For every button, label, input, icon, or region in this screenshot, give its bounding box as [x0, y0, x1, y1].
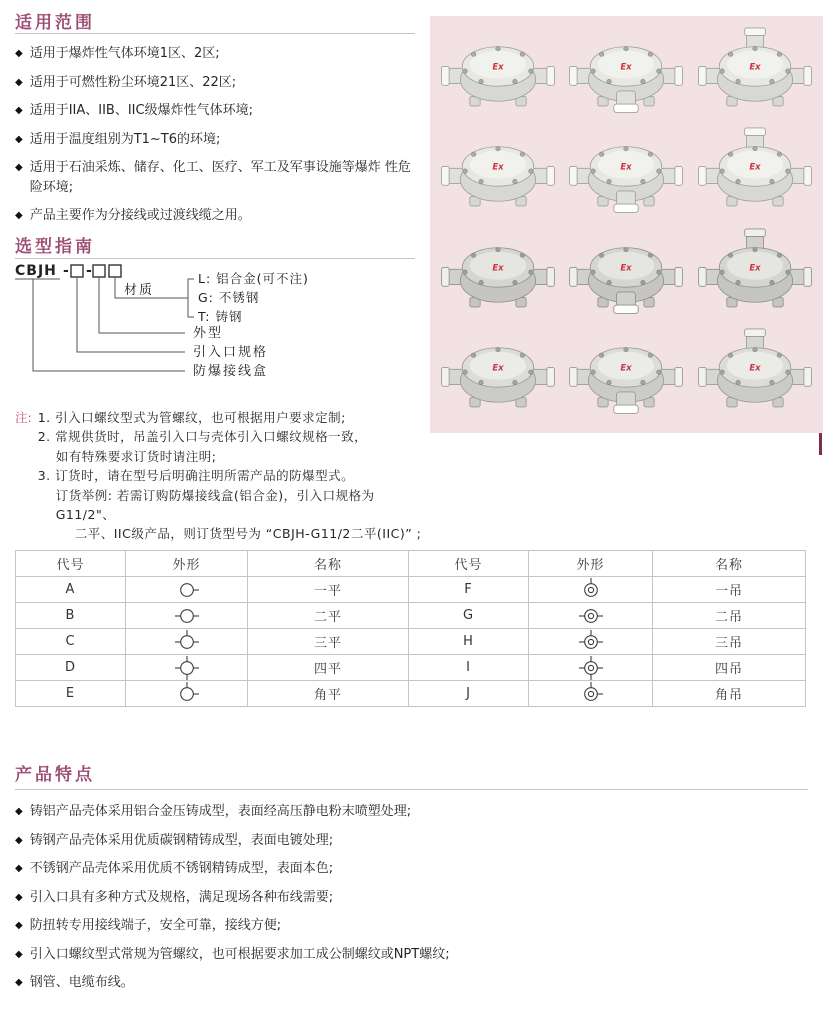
table-header-cell: 代号	[409, 551, 529, 577]
note-line: 二平、IIC级产品，则订货型号为 “CBJH-G11/2二平(IIC)” ;	[74, 526, 422, 542]
material-option-G: G: 不锈钢	[198, 290, 260, 305]
diamond-bullet-icon: ◆	[15, 105, 23, 116]
junction-box-illustration	[697, 27, 813, 121]
diamond-bullet-icon: ◆	[15, 162, 23, 173]
diamond-bullet-icon: ◆	[15, 806, 23, 817]
name-cell: 一平	[248, 577, 409, 603]
order-notes	[15, 408, 427, 544]
model-code-box-3	[109, 265, 121, 277]
name-cell: 三平	[248, 629, 409, 655]
diamond-bullet-icon: ◆	[15, 977, 23, 988]
svg-text:Ex: Ex	[492, 261, 504, 272]
table-header-cell: 名称	[248, 551, 409, 577]
bullet-text: 防扭转专用接线端子，安全可靠，接线方便;	[29, 918, 282, 933]
scope-title-rule	[15, 33, 415, 34]
junction-box-photo	[440, 127, 556, 221]
shape-glyph	[169, 604, 205, 628]
name-cell: 二平	[248, 603, 409, 629]
feature-bullet-item	[15, 888, 795, 908]
svg-text:Ex: Ex	[620, 61, 633, 72]
shape-glyph	[169, 578, 205, 602]
features-title-text: 产品特点	[15, 765, 95, 785]
bullet-text: 钢管、电缆布线。	[29, 975, 134, 990]
note-line: 3. 订货时，请在型号后明确注明所需产品的防爆型式。	[37, 468, 355, 484]
note-line: 1. 引入口螺纹型式为管螺纹，也可根据用户要求定制;	[37, 410, 346, 425]
table-row	[16, 655, 806, 681]
junction-box-illustration	[697, 228, 813, 322]
diamond-bullet-icon: ◆	[15, 920, 23, 931]
model-prefix-text: CBJH	[15, 263, 57, 279]
code-cell: J	[409, 681, 529, 707]
bullet-text: 铸铝产品壳体采用铝合金压铸成型，表面经高压静电粉末喷塑处理;	[29, 804, 412, 819]
shape-cell	[529, 655, 653, 681]
diamond-bullet-icon: ◆	[15, 76, 23, 88]
diamond-bullet-icon: ◆	[15, 948, 23, 960]
junction-box-photo	[697, 228, 813, 322]
code-cell: A	[16, 577, 126, 603]
material-label: 材质	[123, 283, 155, 298]
features-title-rule	[15, 789, 808, 790]
shape-cell	[126, 655, 248, 681]
feature-bullet-item	[15, 802, 795, 822]
scope-bullet-item	[15, 206, 419, 226]
scope-title-text: 适用范围	[15, 13, 95, 33]
svg-text:Ex: Ex	[749, 61, 761, 72]
shape-cell	[529, 629, 653, 655]
feature-bullet-item	[15, 945, 795, 965]
bullet-text: 适用于爆炸性气体环境1区、2区;	[29, 46, 220, 61]
shape-cell	[529, 681, 653, 707]
junction-box-illustration	[697, 127, 813, 221]
bullet-text: 铸钢产品壳体采用优质碳钢精铸成型，表面电镀处理;	[29, 832, 334, 848]
table-header-cell: 名称	[653, 551, 806, 577]
notes-lines	[38, 408, 427, 544]
junction-box-illustration	[440, 127, 556, 221]
table-header-cell: 代号	[16, 551, 126, 577]
diamond-bullet-icon: ◆	[15, 863, 23, 874]
code-cell: D	[16, 655, 126, 681]
scope-bullet-list	[15, 44, 419, 235]
diamond-bullet-icon: ◆	[15, 834, 23, 846]
junction-box-photo	[697, 328, 813, 422]
junction-box-photo	[697, 27, 813, 121]
selection-title-rule	[15, 258, 415, 259]
model-designation-diagram	[15, 260, 425, 392]
bullet-text: 引入口具有多种方式及规格，满足现场各种布线需要;	[29, 889, 334, 905]
svg-text:Ex: Ex	[620, 161, 633, 172]
diamond-bullet-icon: ◆	[15, 891, 23, 903]
name-cell: 二吊	[653, 603, 806, 629]
material-option-T: T: 铸钢	[198, 309, 243, 324]
scope-bullet-item	[15, 73, 419, 93]
scope-bullet-item	[15, 130, 419, 150]
name-cell: 四平	[248, 655, 409, 681]
note-line: 2. 常规供货时，吊盖引入口与壳体引入口螺纹规格一致，	[37, 429, 368, 445]
bullet-text: 适用于可燃性粉尘环境21区、22区;	[29, 74, 237, 90]
model-code-box-2	[93, 265, 105, 277]
shape-cell	[126, 603, 248, 629]
feature-bullet-item	[15, 831, 795, 851]
shape-glyph	[573, 630, 609, 654]
name-cell: 角吊	[653, 681, 806, 707]
shape-glyph	[169, 656, 205, 680]
feature-bullet-item	[15, 916, 795, 936]
shape-cell	[126, 629, 248, 655]
table-row	[16, 629, 806, 655]
svg-text:Ex: Ex	[620, 362, 633, 373]
scope-bullet-item	[15, 101, 419, 121]
feature-bullet-item	[15, 973, 795, 993]
name-cell: 角平	[248, 681, 409, 707]
svg-text:Ex: Ex	[749, 362, 761, 373]
shape-glyph	[573, 604, 609, 628]
scope-section-title	[15, 8, 95, 40]
bullet-text: 引入口螺纹型式常规为管螺纹，也可根据要求加工成公制螺纹或NPT螺纹;	[29, 946, 450, 962]
shape-code-table	[15, 550, 806, 707]
shape-glyph	[573, 656, 609, 680]
junction-box-photo	[568, 228, 684, 322]
material-option-L: L: 铝合金(可不注)	[198, 271, 309, 286]
page-edge-mark	[819, 433, 822, 455]
features-section-title	[15, 760, 95, 792]
product-photo-panel	[430, 16, 823, 433]
code-cell: I	[409, 655, 529, 681]
note-line: 如有特殊要求订货时请注明;	[55, 448, 217, 464]
shape-cell	[529, 603, 653, 629]
code-cell: G	[409, 603, 529, 629]
feature-bullet-item	[15, 859, 795, 879]
svg-text:Ex: Ex	[620, 261, 633, 272]
diamond-bullet-icon: ◆	[15, 48, 23, 59]
branch-label-box: 防爆接线盒	[193, 364, 269, 379]
shape-cell	[529, 577, 653, 603]
code-cell: E	[16, 681, 126, 707]
code-cell: B	[16, 603, 126, 629]
code-cell: F	[409, 577, 529, 603]
svg-text:Ex: Ex	[749, 261, 761, 272]
code-cell: H	[409, 629, 529, 655]
junction-box-illustration	[568, 127, 684, 221]
junction-box-illustration	[568, 328, 684, 422]
junction-box-illustration	[440, 27, 556, 121]
name-cell: 一吊	[653, 577, 806, 603]
notes-prefix-label: 注:	[15, 410, 32, 425]
shape-cell	[126, 681, 248, 707]
shape-glyph	[573, 682, 609, 706]
model-separator-1: -	[63, 263, 70, 279]
junction-box-photo	[568, 127, 684, 221]
branch-label-shape: 外型	[193, 326, 224, 341]
junction-box-photo	[568, 27, 684, 121]
shape-glyph	[573, 578, 609, 602]
svg-text:Ex: Ex	[492, 161, 504, 172]
table-header-cell: 外形	[126, 551, 248, 577]
model-separator-2: -	[86, 263, 93, 279]
code-cell: C	[16, 629, 126, 655]
branch-label-inlet: 引入口规格	[193, 345, 269, 360]
model-code-box-1	[71, 265, 83, 277]
junction-box-illustration	[440, 328, 556, 422]
junction-box-photo	[440, 27, 556, 121]
diamond-bullet-icon: ◆	[15, 133, 23, 145]
table-row	[16, 603, 806, 629]
shape-glyph	[169, 682, 205, 706]
bullet-text: 适用于温度组别为T1~T6的环境;	[29, 131, 221, 147]
diamond-bullet-icon: ◆	[15, 210, 23, 221]
junction-box-photo	[697, 127, 813, 221]
bullet-text: 产品主要作为分接线或过渡线缆之用。	[29, 208, 251, 223]
junction-box-illustration	[568, 228, 684, 322]
junction-box-photo	[440, 228, 556, 322]
features-bullet-list	[15, 802, 795, 1002]
svg-text:Ex: Ex	[492, 362, 504, 373]
svg-text:Ex: Ex	[749, 161, 761, 172]
scope-bullet-item	[15, 158, 419, 197]
table-row	[16, 681, 806, 707]
junction-box-illustration	[568, 27, 684, 121]
junction-box-photo	[440, 328, 556, 422]
name-cell: 四吊	[653, 655, 806, 681]
name-cell: 三吊	[653, 629, 806, 655]
junction-box-illustration	[697, 328, 813, 422]
table-header-cell: 外形	[529, 551, 653, 577]
svg-text:Ex: Ex	[492, 61, 504, 72]
shape-cell	[126, 577, 248, 603]
note-line: 订货举例: 若需订购防爆接线盒(铝合金)，引入口规格为G11/2"、	[55, 487, 375, 522]
bullet-text: 适用于石油采炼、储存、化工、医疗、军工及军事设施等爆炸 性危险环境;	[29, 160, 411, 195]
junction-box-illustration	[440, 228, 556, 322]
table-row	[16, 577, 806, 603]
bullet-text: 不锈钢产品壳体采用优质不锈钢精铸成型，表面本色;	[29, 861, 334, 876]
table-header-row	[16, 551, 806, 577]
shape-glyph	[169, 630, 205, 654]
scope-bullet-item	[15, 44, 419, 64]
junction-box-photo	[568, 328, 684, 422]
selection-title-text: 选型指南	[15, 237, 95, 257]
bullet-text: 适用于IIA、IIB、IIC级爆炸性气体环境;	[29, 103, 253, 118]
